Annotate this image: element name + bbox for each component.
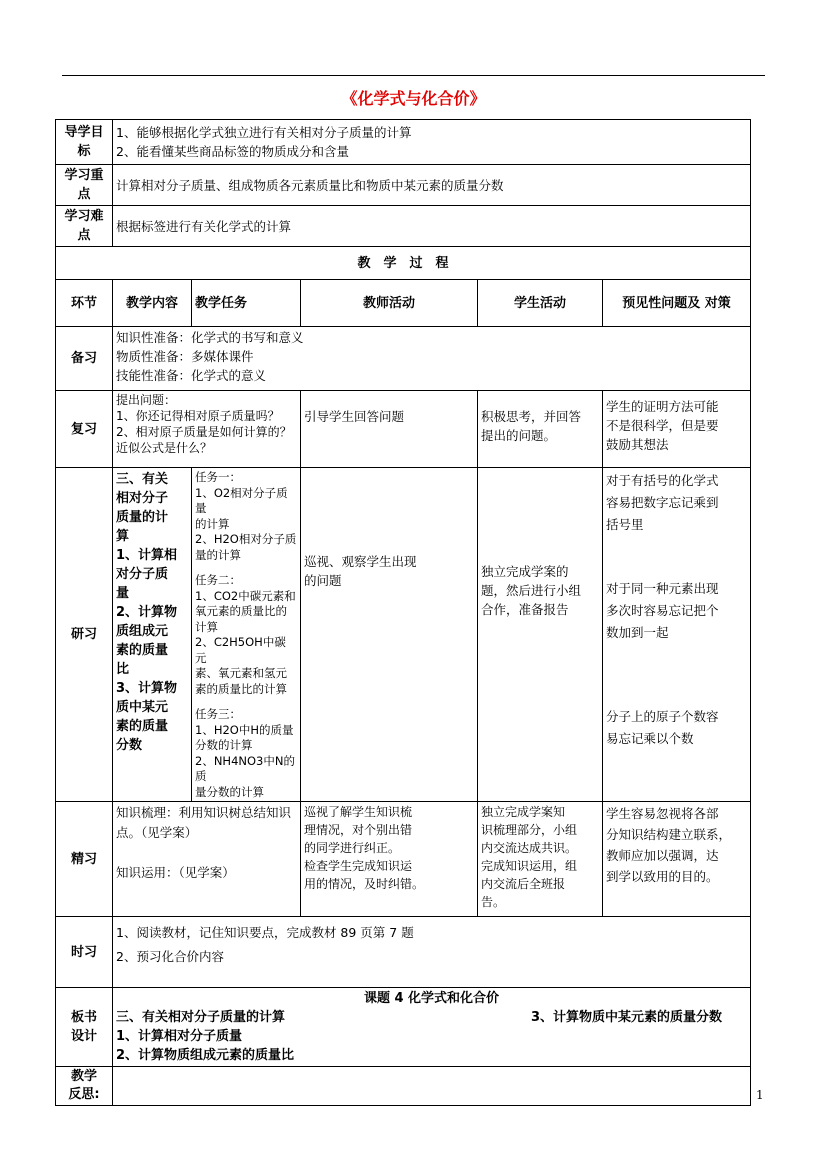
task-line: 1、CO2中碳元素和 [195, 588, 296, 603]
issue-line: 易忘记乘以个数 [606, 731, 694, 746]
practice-line: 知识梳理：利用知识树总结知识 [116, 805, 292, 820]
practice-student-line: 完成知识运用，组 [481, 859, 578, 873]
study-student-line: 独立完成学案的 [481, 564, 569, 579]
practice-issues [603, 802, 751, 917]
practice-issue-line: 分知识结构建立联系， [606, 827, 732, 842]
goal-label: 导学目标 [56, 120, 113, 165]
study-student-line: 题，然后进行小组 [481, 583, 582, 598]
task-line: 氧元素的质量比的 [195, 604, 287, 618]
reflection-label [56, 1067, 113, 1106]
study-teacher [301, 468, 478, 802]
practice-student-line: 告。 [481, 895, 506, 909]
task-block [195, 470, 297, 563]
issue-block [606, 470, 747, 536]
task-line: 计算 [195, 619, 218, 634]
review-student-line: 积极思考，并回答 [481, 409, 582, 424]
study-content-line: 质中某元 [116, 700, 169, 715]
study-content-line: 三、有关 [116, 472, 169, 487]
task-line: 任务一： [195, 470, 241, 484]
practice-teacher-line: 巡视了解学生知识梳 [304, 805, 413, 819]
review-teacher: 引导学生回答问题 [301, 391, 478, 468]
issue-block [606, 578, 747, 644]
homework-label: 时习 [56, 917, 113, 988]
issue-line: 对于同一种元素出现 [606, 581, 719, 596]
focus-text: 计算相对分子质量、组成物质各元素质量比和物质中某元素的质量分数 [113, 165, 751, 206]
review-line: 提出问题： [116, 393, 177, 407]
task-line: 2、NH4NO3中N的质 [195, 753, 295, 783]
practice-line [116, 843, 297, 863]
reflection-label-line: 反思: [68, 1087, 100, 1102]
study-label: 研习 [56, 468, 113, 802]
board-label [56, 988, 113, 1067]
focus-label: 学习重点 [56, 165, 113, 206]
board-left-line: 2、计算物质组成元素的质量比 [116, 1048, 295, 1063]
task-line: 2、C2H5OH中碳元 [195, 635, 286, 665]
task-line: 量分数的计算 [195, 784, 264, 799]
homework-line: 2、预习化合价内容 [116, 949, 224, 964]
study-content-line: 质量的计 [116, 510, 169, 525]
goal-cell [113, 120, 751, 165]
board-title: 课题 4 化学式和化合价 [363, 991, 500, 1006]
issue-line: 容易把数字忘记乘到 [606, 495, 719, 510]
column-header: 教学任务 [192, 280, 301, 327]
practice-issue-line: 教师应加以强调，达 [606, 848, 719, 863]
issue-line: 对于有括号的化学式 [606, 473, 719, 488]
board-row [116, 1008, 747, 1027]
study-content-line: 对分子质 [116, 567, 169, 582]
issue-line: 多次时容易忘记把个 [606, 603, 719, 618]
study-teacher-line: 的问题 [304, 573, 342, 588]
preview-line: 知识性准备：化学式的书写和意义 [116, 330, 304, 345]
practice-teacher-line: 用的情况，及时纠错。 [304, 877, 425, 891]
practice-teacher-line: 理情况，对个别出错 [304, 823, 413, 837]
study-content-line: 素的质量 [116, 643, 169, 658]
study-teacher-line: 巡视、观察学生出现 [304, 554, 417, 569]
preview-line: 技能性准备：化学式的意义 [116, 368, 267, 383]
issue-block [606, 706, 747, 750]
review-line: 近似公式是什么？ [116, 441, 213, 455]
study-content [113, 468, 192, 802]
practice-student-line: 识梳理部分，小组 [481, 823, 578, 837]
header-rule [62, 75, 765, 76]
practice-student [478, 802, 603, 917]
study-content-line: 相对分子 [116, 491, 169, 506]
study-student [478, 468, 603, 802]
board-label-line: 设计 [70, 1029, 97, 1044]
difficulty-text: 根据标签进行有关化学式的计算 [113, 206, 751, 247]
page-title: 《化学式与化合价》 [341, 89, 486, 108]
preview-cell [113, 327, 751, 391]
review-label: 复习 [56, 391, 113, 468]
practice-issue-line: 学生容易忽视将各部 [606, 806, 719, 821]
practice-teacher-line: 检查学生完成知识运 [304, 859, 413, 873]
task-block [195, 707, 297, 800]
review-student [478, 391, 603, 468]
study-content-line: 质组成元 [116, 624, 169, 639]
study-content-line: 分数 [116, 738, 143, 753]
study-issues [603, 468, 751, 802]
column-header: 教师活动 [301, 280, 478, 327]
review-issue-line: 鼓励其想法 [606, 437, 669, 452]
issue-line: 分子上的原子个数容 [606, 709, 719, 724]
study-content-line: 比 [116, 662, 130, 677]
practice-student-line: 内交流后全班报 [481, 877, 566, 891]
process-header: 教 学 过 程 [56, 247, 751, 280]
board-label-line: 板书 [70, 1010, 97, 1025]
review-student-line: 提出的问题。 [481, 428, 557, 443]
practice-line: 点。（见学案） [116, 825, 198, 840]
lesson-plan-table [55, 119, 751, 1106]
task-line: 1、H2O中H的质量 [195, 722, 294, 737]
task-line: 2、H2O相对分子质 [195, 532, 297, 546]
review-content [113, 391, 301, 468]
review-issue-line: 学生的证明方法可能 [606, 399, 719, 414]
column-header: 学生活动 [478, 280, 603, 327]
homework-line: 1、阅读教材，记住知识要点，完成教材 89 页第 7 题 [116, 925, 414, 940]
goal-line: 2、能看懂某些商品标签的物质成分和含量 [116, 144, 349, 159]
task-block [195, 573, 297, 697]
issue-line: 括号里 [606, 517, 644, 532]
task-line: 素的质量比的计算 [195, 681, 287, 696]
task-line: 1、O2相对分子质量 [195, 485, 288, 515]
task-line: 量的计算 [195, 547, 241, 562]
task-line: 素、氧元素和氢元 [195, 666, 287, 680]
study-tasks [192, 468, 301, 802]
practice-issue-line: 到学以致用的目的。 [606, 869, 719, 884]
study-content-line: 素的质量 [116, 719, 169, 734]
difficulty-label: 学习难点 [56, 206, 113, 247]
practice-student-line: 内交流达成共识。 [481, 841, 578, 855]
task-line: 分数的计算 [195, 738, 253, 752]
study-content-line: 量 [116, 586, 130, 601]
review-line: 2、相对原子质量是如何计算的？ [116, 425, 292, 439]
board-left-line: 三、有关相对分子质量的计算 [116, 1010, 286, 1025]
task-line: 的计算 [195, 516, 230, 531]
review-issues [603, 391, 751, 468]
task-line: 任务二： [195, 573, 241, 587]
review-line: 1、你还记得相对原子质量吗？ [116, 409, 280, 423]
task-line: 任务三： [195, 707, 241, 721]
practice-content [113, 802, 301, 917]
practice-teacher-line: 的同学进行纠正。 [304, 841, 401, 855]
practice-student-line: 独立完成学案知 [481, 805, 566, 819]
page-number: 1 [756, 1088, 764, 1102]
issue-line: 数加到一起 [606, 625, 669, 640]
practice-label: 精习 [56, 802, 113, 917]
practice-line: 知识运用：（见学案） [116, 865, 235, 880]
column-header: 环节 [56, 280, 113, 327]
preview-line: 物质性准备：多媒体课件 [116, 349, 254, 364]
goal-line: 1、能够根据化学式独立进行有关相对分子质量的计算 [116, 125, 412, 140]
column-header: 教学内容 [113, 280, 192, 327]
homework-cell [113, 917, 751, 988]
board-right-line: 3、计算物质中某元素的质量分数 [530, 1010, 722, 1025]
study-content-line: 1、计算相 [116, 548, 178, 563]
review-issue-line: 不是很科学，但是要 [606, 418, 719, 433]
reflection-cell [113, 1067, 751, 1106]
board-cell [113, 988, 751, 1067]
study-content-line: 2、计算物 [116, 605, 178, 620]
study-content-line: 算 [116, 529, 130, 544]
preview-label: 备习 [56, 327, 113, 391]
board-left-line: 1、计算相对分子质量 [116, 1029, 243, 1044]
reflection-label-line: 教学 [70, 1069, 97, 1084]
practice-teacher [301, 802, 478, 917]
study-student-line: 合作，准备报告 [481, 602, 569, 617]
column-header: 预见性问题及 对策 [603, 280, 751, 327]
study-content-line: 3、计算物 [116, 681, 178, 696]
